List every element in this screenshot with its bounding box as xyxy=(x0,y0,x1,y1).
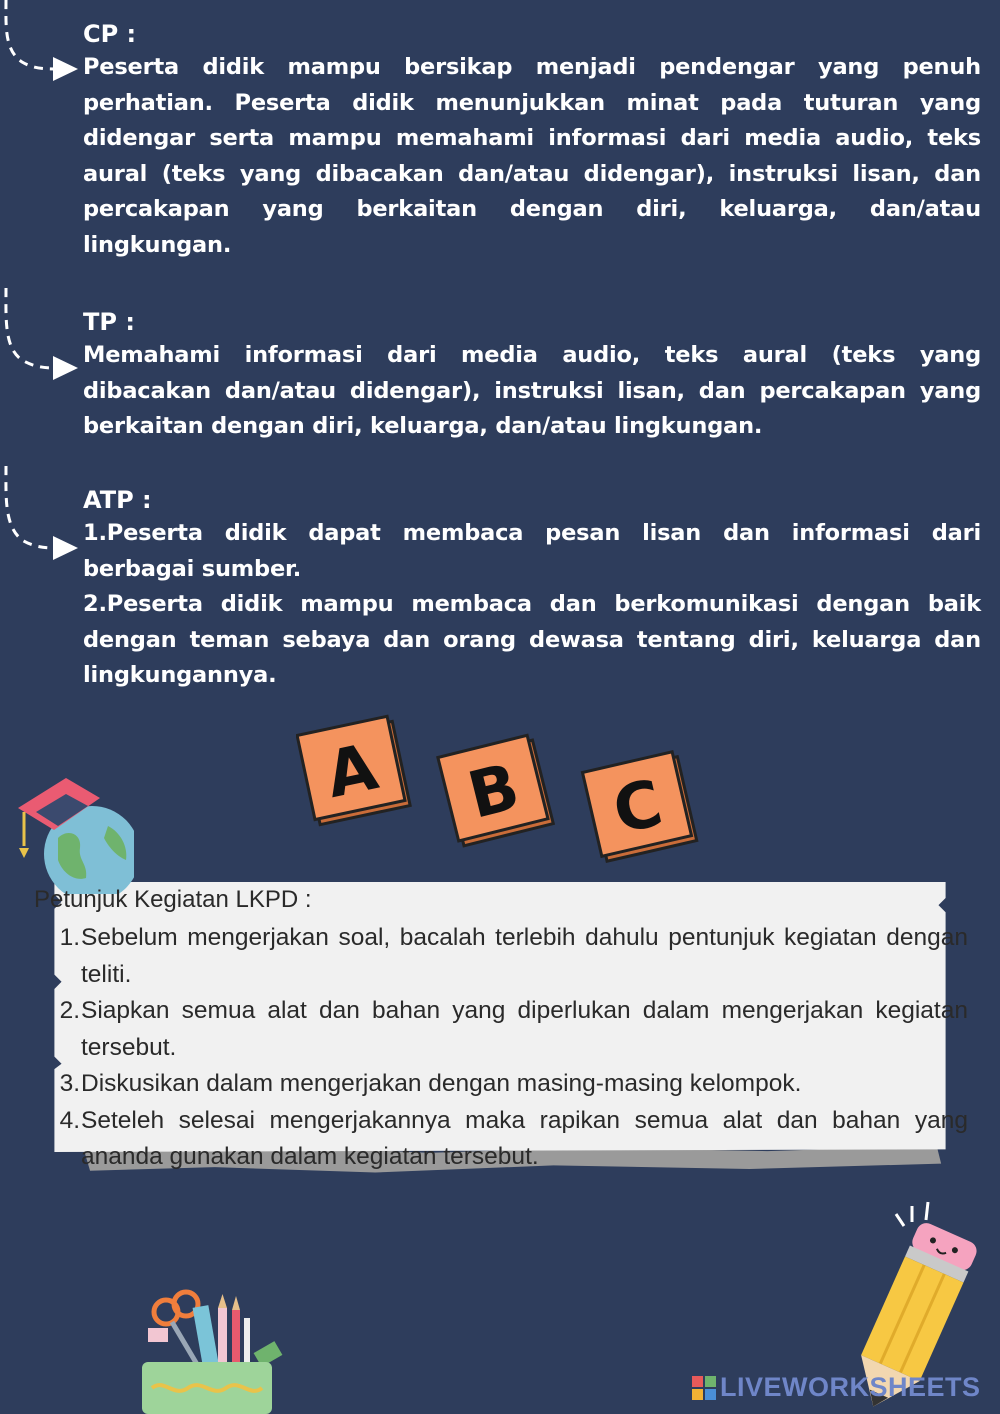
list-item xyxy=(34,993,968,1066)
cp-text: Peserta didik mampu bersikap menjadi pendengar yang penuh perhatian. Peserta didik menunjukkan minat pada tuturan yang didengar serta mampu memahami informasi dari media audio, teks aural (teks yang dibacakan dan/atau didengar), instruksi lisan, dan percakapan yang berkaitan dengan diri, keluarga, dan/atau lingkungan. xyxy=(83,54,981,258)
instructions-block xyxy=(34,884,968,1176)
liveworksheets-watermark xyxy=(692,1372,981,1403)
list-item-text: Siapkan semua alat dan bahan yang diperlukan dalam mengerjakan kegiatan tersebut. xyxy=(81,997,968,1061)
list-item-number: 1. xyxy=(59,924,80,951)
cp-heading: CP : xyxy=(83,20,137,48)
cp-section xyxy=(83,18,981,263)
liveworksheets-logo-icon xyxy=(692,1376,716,1400)
tile-letter-a: A xyxy=(319,730,384,814)
dashed-arrow-icon xyxy=(0,466,82,566)
atp-item-2: 2.Peserta didik mampu membaca dan berkomunikasi dengan baik dengan teman sebaya dan orang dewasa tentang diri, keluarga dan lingkungannya. xyxy=(83,591,981,688)
list-item xyxy=(34,1066,968,1103)
instructions-title: Petunjuk Kegiatan LKPD : xyxy=(34,886,312,913)
watermark-text: LIVEWORKSHEETS xyxy=(720,1372,981,1402)
atp-section xyxy=(83,484,981,694)
stationery-box-icon xyxy=(138,1288,288,1414)
instructions-list xyxy=(34,920,968,1176)
list-item-number: 4. xyxy=(59,1106,80,1134)
letter-tile-b xyxy=(436,730,560,854)
tp-heading: TP : xyxy=(83,308,135,336)
list-item-text: Sebelum mengerjakan soal, bacalah terlebih dahulu pentunjuk kegiatan dengan teliti. xyxy=(81,924,968,988)
atp-heading: ATP : xyxy=(83,486,152,514)
graduation-globe-icon xyxy=(8,768,134,894)
dashed-arrow-icon xyxy=(0,0,82,90)
letter-tile-c xyxy=(580,746,704,870)
dashed-arrow-icon xyxy=(0,288,82,388)
list-item xyxy=(34,920,968,993)
list-item-text: Seteleh selesai mengerjakannya maka rapikan semua alat dan bahan yang ananda gunakan dalam kegiatan tersebut. xyxy=(81,1106,968,1170)
list-item xyxy=(34,1103,968,1176)
tile-letter-b: B xyxy=(461,750,527,834)
tp-text: Memahami informasi dari media audio, teks aural (teks yang dibacakan dan/atau didengar), instruksi lisan, dan percakapan yang berkaitan dengan diri, keluarga, dan/atau lingkungan. xyxy=(83,342,981,439)
tp-section xyxy=(83,306,981,445)
list-item-text: Diskusikan dalam mengerjakan dengan masing-masing kelompok. xyxy=(81,1070,802,1097)
letter-tile-a xyxy=(296,712,416,832)
tile-letter-c: C xyxy=(606,766,670,850)
list-item-number: 3. xyxy=(59,1070,80,1097)
atp-item-1: 1.Peserta didik dapat membaca pesan lisan dan informasi dari berbagai sumber. xyxy=(83,520,981,582)
list-item-number: 2. xyxy=(59,997,80,1024)
